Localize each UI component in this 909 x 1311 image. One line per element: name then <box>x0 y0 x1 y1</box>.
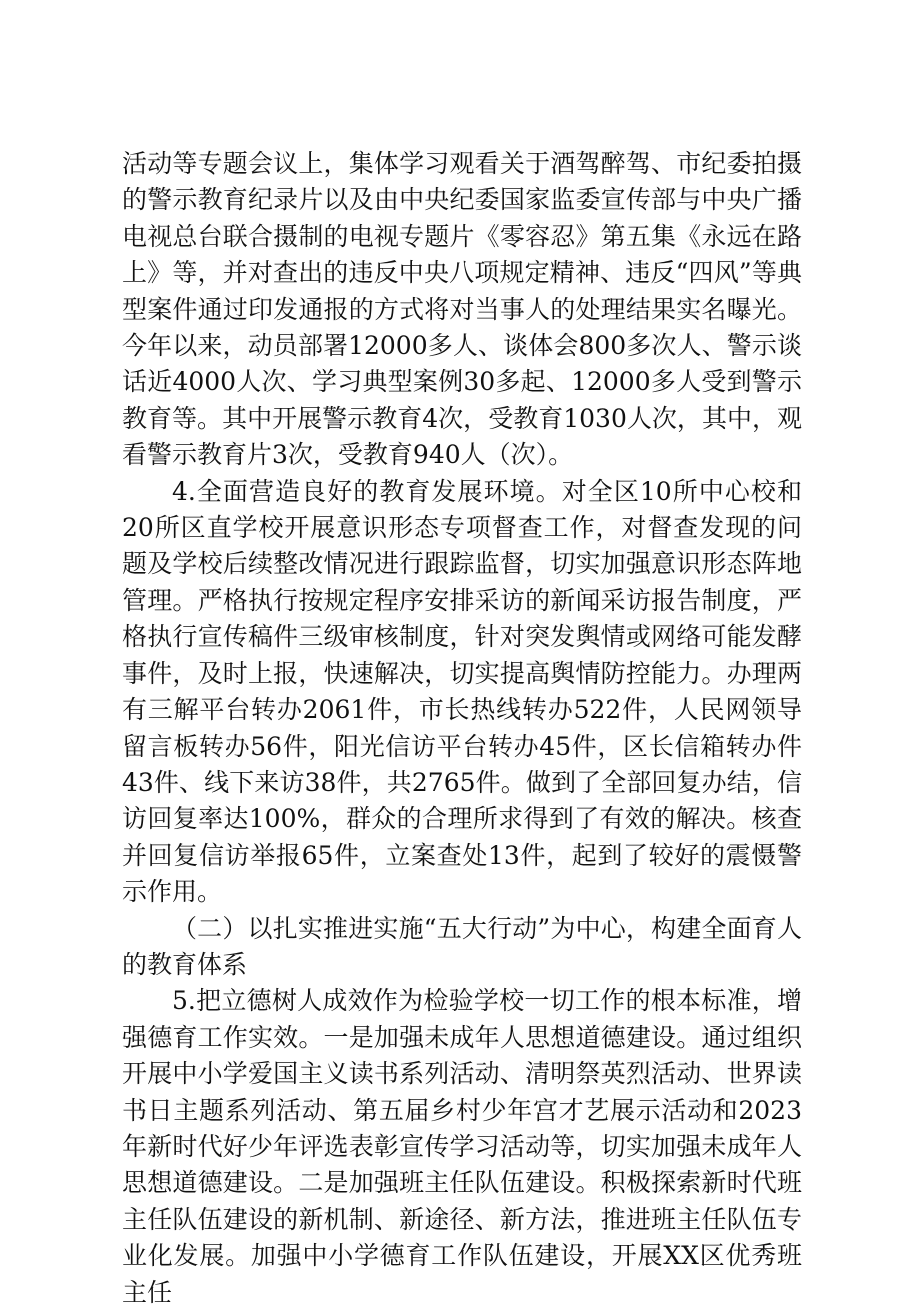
document-body <box>122 146 802 1311</box>
paragraph-moral-education: 5.把立德树人成效作为检验学校一切工作的根本标准，增强德育工作实效。一是加强未成年人思想道德建设。通过组织开展中小学爱国主义读书系列活动、清明祭英烈活动、世界读书日主题系列活动、第五届乡村少年宫才艺展示活动和2023年新时代好少年评选表彰宣传学习活动等，切实加强未成年人思想道德建设。二是加强班主任队伍建设。积极探索新时代班主任队伍建设的新机制、新途径、新方法，推进班主任队伍专业化发展。加强中小学德育工作队伍建设，开展XX区优秀班主任 <box>122 986 802 1307</box>
paragraph-education-environment: 4.全面营造良好的教育发展环境。对全区10所中心校和20所区直学校开展意识形态专项督查工作，对督查发现的问题及学校后续整改情况进行跟踪监督，切实加强意识形态阵地管理。严格执行按规定程序安排采访的新闻采访报告制度，严格执行宣传稿件三级审核制度，针对突发舆情或网络可能发酵事件，及时上报，快速解决，切实提高舆情防控能力。办理两有三解平台转办2061件，市长热线转办522件，人民网领导留言板转办56件，阳光信访平台转办45件，区长信箱转办件43件、线下来访38件，共2765件。做到了全部回复办结，信访回复率达100%，群众的合理所求得到了有效的解决。核查并回复信访举报65件，立案查处13件，起到了较好的震慑警示作用。 <box>122 476 802 907</box>
paragraph-continuation: 活动等专题会议上，集体学习观看关于酒驾醉驾、市纪委拍摄的警示教育纪录片以及由中央纪委国家监委宣传部与中央广播电视总台联合摄制的电视专题片《零容忍》第五集《永远在路上》等，并对查出的违反中央八项规定精神、违反“四风”等典型案件通过印发通报的方式将对当事人的处理结果实名曝光。今年以来，动员部署12000多人、谈体会800多次人、警示谈话近4000人次、学习典型案例30多起、12000多人受到警示教育等。其中开展警示教育4次，受教育1030人次，其中，观看警示教育片3次，受教育940人（次）。 <box>122 149 802 470</box>
section-heading-five-actions: （二）以扎实推进实施“五大行动”为中心，构建全面育人的教育体系 <box>122 913 802 979</box>
